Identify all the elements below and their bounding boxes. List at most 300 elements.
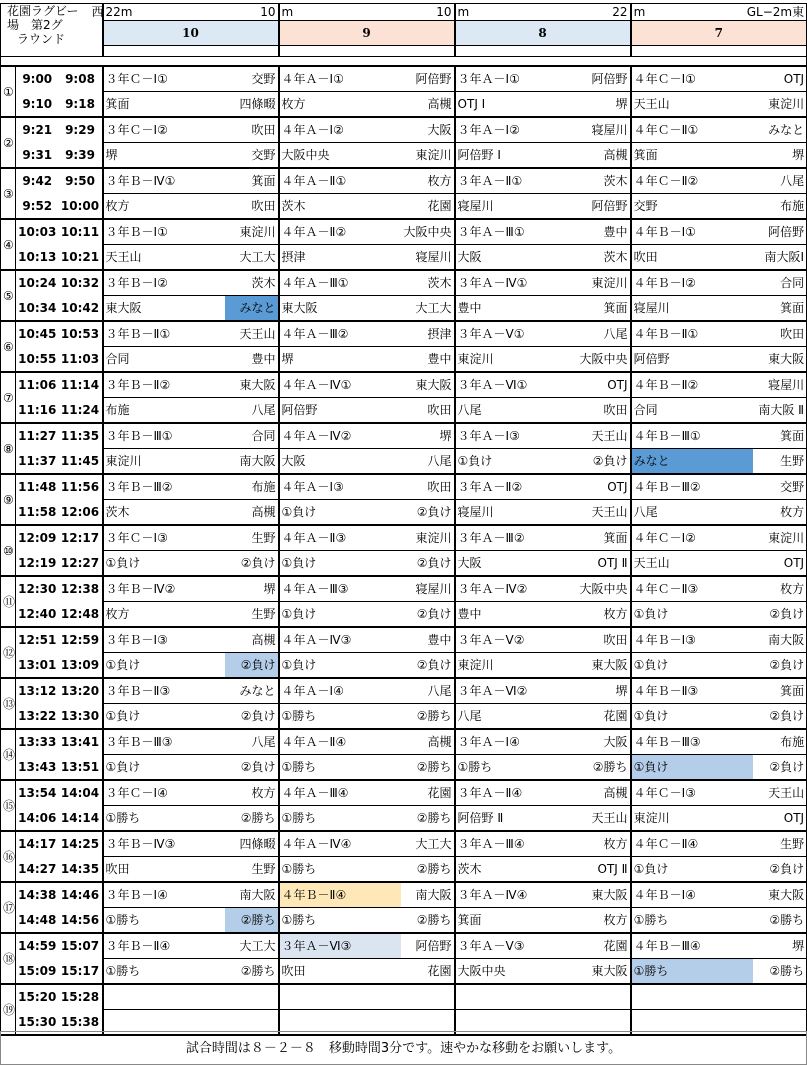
match-name: ３年Ａ－Ⅳ④ (455, 882, 577, 908)
team-a: 寝屋川 (455, 194, 577, 220)
end-time: 11:45 (59, 449, 103, 475)
referee-team: 吹田 (577, 627, 631, 653)
referee-team: 阿倍野 (401, 933, 455, 959)
end-time: 10:21 (59, 245, 103, 271)
team-b: 東淀川 (401, 143, 455, 169)
team-a: 阿倍野 Ⅱ (455, 806, 577, 832)
match-name: ３年Ｂ－Ⅲ① (103, 423, 225, 449)
match-name: ４年Ｃ－Ⅰ② (631, 525, 753, 551)
team-a: ①負け (455, 449, 577, 475)
referee-team (577, 984, 631, 1010)
match-name: ４年Ｂ－Ⅱ③ (631, 678, 753, 704)
team-a: 吹田 (631, 245, 753, 271)
team-a: 豊中 (455, 296, 577, 322)
team-a: ①勝ち (631, 908, 753, 934)
start-time: 13:54 (16, 780, 59, 806)
team-a: 大阪中央 (455, 959, 577, 985)
match-name: ３年Ｂ－Ⅳ② (103, 576, 225, 602)
end-time: 14:25 (59, 831, 103, 857)
end-time: 14:14 (59, 806, 103, 832)
referee-team: 合同 (225, 423, 279, 449)
venue-line3: ラウンド (17, 32, 66, 46)
match-name: ３年Ｂ－Ⅱ② (103, 372, 225, 398)
round-number: ⑩ (1, 525, 16, 576)
referee-team: 堺 (401, 423, 455, 449)
team-a: 堺 (279, 347, 401, 373)
start-time: 9:10 (16, 92, 59, 118)
referee-team: 合同 (753, 270, 807, 296)
team-b: 高槻 (225, 500, 279, 526)
team-a: 大阪 (455, 551, 577, 577)
start-time: 11:48 (16, 474, 59, 500)
referee-team: 吹田 (225, 117, 279, 143)
team-b: 花園 (577, 704, 631, 730)
team-b: 枚方 (753, 500, 807, 526)
match-name: ３年Ｃ－Ⅰ② (103, 117, 225, 143)
match-name: ３年Ａ－Ⅰ④ (455, 729, 577, 755)
team-b: 布施 (753, 194, 807, 220)
schedule-table (0, 3, 807, 1036)
team-b: 東大阪 (577, 653, 631, 679)
start-time: 15:30 (16, 1010, 59, 1036)
end-time: 9:50 (59, 168, 103, 194)
team-b: ②勝ち (225, 806, 279, 832)
referee-team: 生野 (753, 831, 807, 857)
dim-c9-left: m (281, 5, 294, 19)
team-a: ①勝ち (631, 959, 753, 985)
referee-team: 東淀川 (401, 525, 455, 551)
match-name: ４年Ａ－Ⅲ① (279, 270, 401, 296)
team-a: ①勝ち (279, 806, 401, 832)
team-b: 吹田 (225, 194, 279, 220)
team-a: ①負け (103, 551, 225, 577)
team-a: 東淀川 (631, 806, 753, 832)
match-name: ４年Ａ－Ⅳ③ (279, 627, 401, 653)
referee-team: 東淀川 (753, 525, 807, 551)
team-b: 八尾 (225, 398, 279, 424)
match-name: ４年Ａ－Ⅰ① (279, 66, 401, 92)
team-a: ①負け (103, 704, 225, 730)
start-time: 12:30 (16, 576, 59, 602)
match-name: ３年Ｂ－Ⅰ① (103, 219, 225, 245)
team-a: 東淀川 (455, 347, 577, 373)
referee-team: 南大阪 (753, 627, 807, 653)
start-time: 11:58 (16, 500, 59, 526)
referee-team: 天王山 (577, 423, 631, 449)
match-name (279, 984, 401, 1010)
referee-team: 吹田 (753, 321, 807, 347)
referee-team: 大阪 (401, 117, 455, 143)
team-b: ②負け (401, 500, 455, 526)
team-b: ②勝ち (401, 755, 455, 781)
team-b: 寝屋川 (401, 245, 455, 271)
start-time: 14:38 (16, 882, 59, 908)
match-name: ４年Ａ－Ⅳ④ (279, 831, 401, 857)
team-b: 大阪中央 (577, 347, 631, 373)
referee-team: 八尾 (753, 168, 807, 194)
round-number: ⑧ (1, 423, 16, 474)
team-b: ②勝ち (225, 908, 279, 934)
match-name: ３年Ａ－Ⅱ② (455, 474, 577, 500)
end-time: 10:42 (59, 296, 103, 322)
end-time: 9:18 (59, 92, 103, 118)
match-name (103, 984, 225, 1010)
team-a: 茨木 (455, 857, 577, 883)
team-a: 東淀川 (455, 653, 577, 679)
end-time: 15:17 (59, 959, 103, 985)
team-a: ①負け (279, 602, 401, 628)
team-b: ②負け (401, 551, 455, 577)
start-time: 10:34 (16, 296, 59, 322)
referee-team: OTJ (753, 66, 807, 92)
team-b: ②勝ち (401, 908, 455, 934)
referee-team: 箕面 (753, 678, 807, 704)
end-time: 14:35 (59, 857, 103, 883)
match-name: ４年Ａ－Ⅲ③ (279, 576, 401, 602)
referee-team: 南大阪 (225, 882, 279, 908)
team-b: 南大阪Ⅰ (753, 245, 807, 271)
team-b: ②負け (225, 755, 279, 781)
match-name: ３年Ｃ－Ⅰ③ (103, 525, 225, 551)
start-time: 10:03 (16, 219, 59, 245)
team-b: 箕面 (577, 296, 631, 322)
team-a: ①負け (103, 755, 225, 781)
team-b: 阿倍野 (577, 194, 631, 220)
referee-team: 八尾 (225, 729, 279, 755)
team-b: 大工大 (401, 296, 455, 322)
end-time: 13:51 (59, 755, 103, 781)
start-time: 9:31 (16, 143, 59, 169)
referee-team (401, 984, 455, 1010)
match-name: ４年Ｂ－Ⅱ④ (279, 882, 401, 908)
round-number: ⑱ (1, 933, 16, 984)
team-b: 吹田 (577, 398, 631, 424)
start-time: 11:06 (16, 372, 59, 398)
round-number: ⑥ (1, 321, 16, 372)
match-name: ４年Ａ－Ⅰ③ (279, 474, 401, 500)
team-b: 天王山 (577, 500, 631, 526)
team-b: ②負け (753, 755, 807, 781)
referee-team: OTJ (577, 372, 631, 398)
referee-team: 茨木 (225, 270, 279, 296)
team-b: 堺 (753, 143, 807, 169)
match-name: ４年Ｂ－Ⅰ③ (631, 627, 753, 653)
team-a: 箕面 (631, 143, 753, 169)
team-a: ①勝ち (279, 704, 401, 730)
team-a: ①負け (631, 704, 753, 730)
referee-team: 箕面 (753, 423, 807, 449)
team-b: 花園 (401, 194, 455, 220)
dim-c10-left: 22m (105, 5, 133, 19)
referee-team: 枚方 (753, 576, 807, 602)
team-b: ②負け (577, 449, 631, 475)
referee-team: 阿倍野 (577, 66, 631, 92)
round-number: ④ (1, 219, 16, 270)
team-b: 南大阪 Ⅱ (753, 398, 807, 424)
match-name: ４年Ａ－Ⅰ④ (279, 678, 401, 704)
match-name: ４年Ａ－Ⅲ④ (279, 780, 401, 806)
team-b: 茨木 (577, 245, 631, 271)
team-a: 東淀川 (103, 449, 225, 475)
team-b: ②負け (225, 653, 279, 679)
end-time: 10:32 (59, 270, 103, 296)
team-b: 豊中 (225, 347, 279, 373)
end-time: 15:07 (59, 933, 103, 959)
end-time: 13:41 (59, 729, 103, 755)
round-number: ① (1, 66, 16, 117)
west-label: 西 (91, 5, 104, 19)
start-time: 9:21 (16, 117, 59, 143)
match-name: ３年Ａ－Ⅱ④ (455, 780, 577, 806)
end-time: 13:20 (59, 678, 103, 704)
referee-team: 東大阪 (577, 882, 631, 908)
round-number: ⑪ (1, 576, 16, 627)
match-name: ３年Ａ－Ⅰ② (455, 117, 577, 143)
start-time: 13:12 (16, 678, 59, 704)
referee-team: 大阪中央 (401, 219, 455, 245)
dim-c8 (455, 4, 631, 21)
team-a: 阿倍野 (631, 347, 753, 373)
team-a: ①勝ち (103, 908, 225, 934)
referee-team: みなと (753, 117, 807, 143)
team-b: 八尾 (401, 449, 455, 475)
round-number: ⑭ (1, 729, 16, 780)
match-name: ３年Ｂ－Ⅲ③ (103, 729, 225, 755)
team-a: 摂津 (279, 245, 401, 271)
match-name: ４年Ａ－Ⅳ① (279, 372, 401, 398)
venue-line1: 花園ラグビー (7, 4, 79, 18)
team-b: 花園 (401, 959, 455, 985)
referee-team: 枚方 (577, 831, 631, 857)
team-a: 枚方 (103, 194, 225, 220)
team-a: 阿倍野 (279, 398, 401, 424)
team-b: ②負け (753, 704, 807, 730)
match-name: ３年Ａ－Ⅳ① (455, 270, 577, 296)
team-a: OTJ Ⅰ (455, 92, 577, 118)
match-name (631, 984, 753, 1010)
match-name: ３年Ｂ－Ⅰ③ (103, 627, 225, 653)
match-name: ４年Ｂ－Ⅲ④ (631, 933, 753, 959)
team-b: 枚方 (577, 908, 631, 934)
start-time: 14:59 (16, 933, 59, 959)
dim-c8-left: m (457, 5, 470, 19)
referee-team: 大阪中央 (577, 576, 631, 602)
end-time: 12:48 (59, 602, 103, 628)
end-time: 14:04 (59, 780, 103, 806)
team-b: 豊中 (401, 347, 455, 373)
team-b: ②負け (401, 653, 455, 679)
match-name: ４年Ｂ－Ⅲ① (631, 423, 753, 449)
referee-team: 東大阪 (225, 372, 279, 398)
match-name: ３年Ａ－Ⅰ① (455, 66, 577, 92)
referee-team: 高槻 (225, 627, 279, 653)
start-time: 13:43 (16, 755, 59, 781)
match-name: ３年Ａ－Ⅴ③ (455, 933, 577, 959)
team-a: 合同 (631, 398, 753, 424)
start-time: 11:16 (16, 398, 59, 424)
end-time: 10:53 (59, 321, 103, 347)
round-number: ② (1, 117, 16, 168)
team-a: ①負け (279, 500, 401, 526)
match-name: ３年Ｂ－Ⅳ③ (103, 831, 225, 857)
end-time: 13:30 (59, 704, 103, 730)
start-time: 10:24 (16, 270, 59, 296)
end-time: 9:08 (59, 66, 103, 92)
referee-team: 交野 (225, 66, 279, 92)
match-name: ４年Ｂ－Ⅰ① (631, 219, 753, 245)
referee-team: 堺 (753, 933, 807, 959)
referee-team: 阿倍野 (753, 219, 807, 245)
referee-team: 花園 (577, 933, 631, 959)
dim-c7-left: m (633, 5, 646, 19)
match-name: ３年Ａ－Ⅴ① (455, 321, 577, 347)
referee-team: 茨木 (577, 168, 631, 194)
match-name: ３年Ａ－Ⅲ② (455, 525, 577, 551)
round-number: ⑲ (1, 984, 16, 1035)
start-time: 15:09 (16, 959, 59, 985)
team-b: 箕面 (753, 296, 807, 322)
match-name: ４年Ａ－Ⅳ② (279, 423, 401, 449)
referee-team: 花園 (401, 780, 455, 806)
referee-team: 寝屋川 (753, 372, 807, 398)
referee-team: 寝屋川 (577, 117, 631, 143)
referee-team: 豊中 (577, 219, 631, 245)
team-a: 箕面 (103, 92, 225, 118)
match-name: ３年Ｃ－Ⅰ① (103, 66, 225, 92)
dim-c8-right: 22 (612, 5, 628, 19)
venue-line2: 場 第2グ (7, 18, 63, 32)
match-name: ３年Ａ－Ⅲ① (455, 219, 577, 245)
match-name: ３年Ｂ－Ⅱ④ (103, 933, 225, 959)
referee-team: OTJ (577, 474, 631, 500)
team-a: 東大阪 (103, 296, 225, 322)
match-name: ３年Ｂ－Ⅱ③ (103, 678, 225, 704)
team-b: 東淀川 (753, 92, 807, 118)
team-a: 天王山 (631, 551, 753, 577)
referee-team: 阿倍野 (401, 66, 455, 92)
team-a: 大阪 (279, 449, 401, 475)
round-number: ⑤ (1, 270, 16, 321)
team-b: 堺 (577, 92, 631, 118)
referee-team: 大工大 (401, 831, 455, 857)
referee-team: 南大阪 (401, 882, 455, 908)
team-b: ②勝ち (401, 806, 455, 832)
team-b: 東大阪 (753, 347, 807, 373)
team-a: みなと (631, 449, 753, 475)
end-time: 12:38 (59, 576, 103, 602)
referee-team: 高槻 (577, 780, 631, 806)
team-b: みなと (225, 296, 279, 322)
team-b: 大工大 (225, 245, 279, 271)
start-time: 12:19 (16, 551, 59, 577)
referee-team: 茨木 (401, 270, 455, 296)
team-a: 天王山 (631, 92, 753, 118)
match-name: ３年Ａ－Ⅱ① (455, 168, 577, 194)
referee-team: 生野 (225, 525, 279, 551)
dim-c7 (631, 4, 807, 21)
match-name: ３年Ａ－Ⅰ③ (455, 423, 577, 449)
team-a: ①負け (631, 755, 753, 781)
team-a: 箕面 (455, 908, 577, 934)
team-b: OTJ (753, 551, 807, 577)
match-name: ３年Ａ－Ⅵ① (455, 372, 577, 398)
team-b: 吹田 (401, 398, 455, 424)
start-time: 10:45 (16, 321, 59, 347)
match-name: ４年Ｃ－Ⅱ① (631, 117, 753, 143)
match-name (455, 984, 577, 1010)
team-a: ①負け (631, 653, 753, 679)
start-time: 10:55 (16, 347, 59, 373)
end-time: 15:38 (59, 1010, 103, 1036)
referee-team: 堺 (225, 576, 279, 602)
team-b: 生野 (225, 857, 279, 883)
dim-c10-right: 10 (260, 5, 276, 19)
team-b: ②負け (401, 602, 455, 628)
team-a: ①勝ち (279, 755, 401, 781)
start-time: 13:01 (16, 653, 59, 679)
referee-team: 豊中 (401, 627, 455, 653)
match-name: ３年Ａ－Ⅳ② (455, 576, 577, 602)
referee-team: 布施 (225, 474, 279, 500)
round-number: ③ (1, 168, 16, 219)
referee-team: 東淀川 (577, 270, 631, 296)
team-a: 吹田 (279, 959, 401, 985)
round-number: ⑰ (1, 882, 16, 933)
start-time: 14:06 (16, 806, 59, 832)
match-name: ３年Ａ－Ⅴ② (455, 627, 577, 653)
end-time: 14:56 (59, 908, 103, 934)
start-time: 12:40 (16, 602, 59, 628)
match-name: ４年Ｂ－Ⅱ② (631, 372, 753, 398)
team-a: 大阪中央 (279, 143, 401, 169)
match-name: ４年Ｂ－Ⅰ④ (631, 882, 753, 908)
team-a: ①負け (631, 857, 753, 883)
referee-team: 高槻 (401, 729, 455, 755)
match-name: ３年Ａ－Ⅵ② (455, 678, 577, 704)
dim-c10 (91, 4, 279, 21)
match-name: ３年Ａ－Ⅲ④ (455, 831, 577, 857)
round-number: ⑮ (1, 780, 16, 831)
team-b: ②負け (753, 857, 807, 883)
team-a: 八尾 (631, 500, 753, 526)
match-name: ４年Ａ－Ⅱ④ (279, 729, 401, 755)
start-time: 9:00 (16, 66, 59, 92)
referee-team: 八尾 (401, 678, 455, 704)
team-a: 枚方 (103, 602, 225, 628)
referee-team: 布施 (753, 729, 807, 755)
court-10: 10 (103, 21, 279, 46)
team-a: 天王山 (103, 245, 225, 271)
referee-team: 吹田 (401, 474, 455, 500)
end-time: 12:17 (59, 525, 103, 551)
team-a: 吹田 (103, 857, 225, 883)
footer-note: 試合時間は８－２－８ 移動時間3分です。速やかな移動をお願いします。 (0, 1031, 807, 1065)
team-b: 交野 (225, 143, 279, 169)
match-name: ４年Ａ－Ⅰ② (279, 117, 401, 143)
team-a: ①勝ち (279, 908, 401, 934)
match-name: ４年Ｂ－Ⅲ③ (631, 729, 753, 755)
match-name: ４年Ｃ－Ⅱ③ (631, 576, 753, 602)
referee-team: 箕面 (577, 525, 631, 551)
venue-label (1, 4, 103, 57)
team-b: ②勝ち (401, 857, 455, 883)
team-a: 寝屋川 (455, 500, 577, 526)
team-b: 高槻 (401, 92, 455, 118)
team-a: 豊中 (455, 602, 577, 628)
team-b: ②勝ち (577, 755, 631, 781)
match-name: ４年Ｂ－Ⅱ① (631, 321, 753, 347)
end-time: 11:35 (59, 423, 103, 449)
